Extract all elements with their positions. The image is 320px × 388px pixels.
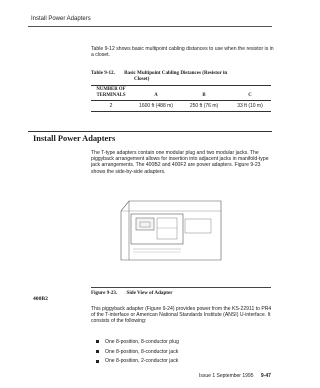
figure-caption — [91, 290, 173, 296]
adapter-plug-housing — [157, 218, 177, 239]
adapter-side-view-drawing — [113, 197, 224, 264]
table-header-terminals-line1: NUMBER OF — [96, 87, 126, 92]
section-paragraph: The T-type adapters contain one modular plug and two modular jacks. The piggyback arrangement allows for insertion into adjacent jacks in manifold-type jack arrangements. The 400B2 and 400F2 are power adapters. Figure 9-23 shows the side-by-side adapters. — [91, 150, 269, 175]
table-header-terminals-line2: TERMINALS — [96, 93, 126, 98]
running-head: Install Power Adapters — [31, 16, 91, 22]
table-caption — [91, 70, 227, 83]
list-item — [96, 337, 179, 347]
table-header-b: B — [202, 93, 206, 98]
table-cell-terminals: 2 — [109, 103, 113, 109]
table-caption-title-line2: Closet) — [134, 76, 150, 83]
subsection-paragraph: This piggyback adapter (Figure 9-24) provides power from the KS-22911 to PR4 of the T-interface or American National Standards Institute (ANSI) U-interface. It consists of the following: — [91, 306, 272, 325]
page-footer — [199, 373, 271, 379]
list-item-text: One 8-position, 2-conductor jack — [105, 358, 179, 365]
figure-caption-number: Figure 9-23. — [91, 290, 118, 296]
section-rule — [28, 131, 272, 132]
table-header-terminals — [91, 87, 131, 99]
table-cell-a: 1600 ft (488 m) — [139, 103, 173, 109]
adapter-jack-opening — [136, 218, 154, 230]
table-cell-b: 250 ft (76 m) — [189, 103, 219, 109]
adapter-body-outline — [121, 201, 221, 260]
figure-caption-title: Side View of Adapter — [126, 290, 173, 296]
table-top-rule — [91, 85, 271, 86]
list-item-text: One 8-position, 8-conductor jack — [105, 348, 179, 355]
table-caption-number: Table 9-12. — [91, 70, 115, 76]
adapter-side-panel — [185, 219, 211, 233]
table-header-c: C — [248, 93, 252, 98]
bullet-icon — [96, 350, 99, 353]
bullet-icon — [96, 340, 99, 343]
list-item — [96, 356, 179, 366]
figure-rule — [91, 287, 271, 288]
intro-paragraph: Table 9-12 shows basic multipoint cabling distances to use when the resistor is in a closet. — [91, 46, 274, 59]
table-bottom-rule — [91, 111, 271, 112]
adapter-side-view-figure — [113, 197, 224, 264]
component-list — [96, 337, 179, 366]
list-item-text: One 8-position, 8-conductor plug — [105, 338, 179, 345]
bullet-icon — [96, 360, 99, 363]
section-heading: Install Power Adapters — [33, 134, 116, 143]
table-caption-title-line1: Basic Multipoint Cabling Distances (Resistor in — [124, 70, 228, 76]
table-cell-c: 33 ft (10 m) — [237, 103, 263, 109]
subsection-heading: 400B2 — [33, 296, 48, 302]
header-rule — [28, 26, 272, 27]
page-number: 9-47 — [260, 373, 271, 379]
table-header-a: A — [154, 93, 158, 98]
footer-issue: Issue 1 September 1995 — [199, 373, 254, 379]
list-item — [96, 347, 179, 357]
table-header-rule — [91, 100, 271, 101]
